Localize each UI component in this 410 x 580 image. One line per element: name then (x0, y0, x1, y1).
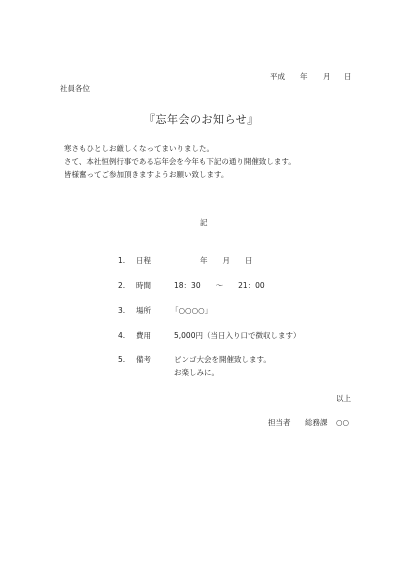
body-line: さて、本社恒例行事である忘年会を今年も下記の通り開催致します。 (64, 157, 296, 166)
ki-heading: 記 (200, 218, 208, 227)
body-line: 寒さもひとしお厳しくなってまいりました。 (64, 144, 214, 153)
body-line: 皆様奮ってご参加頂きますようお願い致します。 (64, 170, 229, 179)
item-value: 5,000円（当日入り口で徴収します） (174, 331, 301, 340)
closing-ijou: 以上 (336, 394, 351, 403)
contact-name: ○○ (336, 418, 350, 427)
item-number: 5. (118, 355, 126, 364)
item-label: 費用 (136, 331, 151, 340)
item-value: 「○○○○」 (171, 306, 213, 315)
item-label: 備考 (136, 355, 151, 364)
item-label: 時間 (136, 281, 151, 290)
document-title: 『忘年会のお知らせ』 (144, 113, 259, 126)
item-number: 2. (118, 281, 126, 290)
item-value: 年 月 日 (200, 256, 253, 265)
contact-department: 総務課 (305, 418, 328, 427)
contact-person-label: 担当者 (268, 418, 291, 427)
item-number: 4. (118, 331, 126, 340)
item-value: 18：30 〜 21：00 (174, 281, 265, 290)
date-year: 年 (300, 72, 308, 81)
item-number: 3. (118, 306, 126, 315)
item-label: 日程 (136, 256, 151, 265)
date-era: 平成 (270, 72, 285, 81)
item-label: 場所 (136, 306, 151, 315)
recipient: 社員各位 (60, 84, 90, 93)
date-day: 日 (344, 72, 352, 81)
date-month: 月 (323, 72, 331, 81)
item-value: ビンゴ大会を開催致します。 (174, 355, 271, 364)
item-value-continued: お楽しみに。 (174, 368, 219, 377)
item-number: 1. (118, 256, 126, 265)
